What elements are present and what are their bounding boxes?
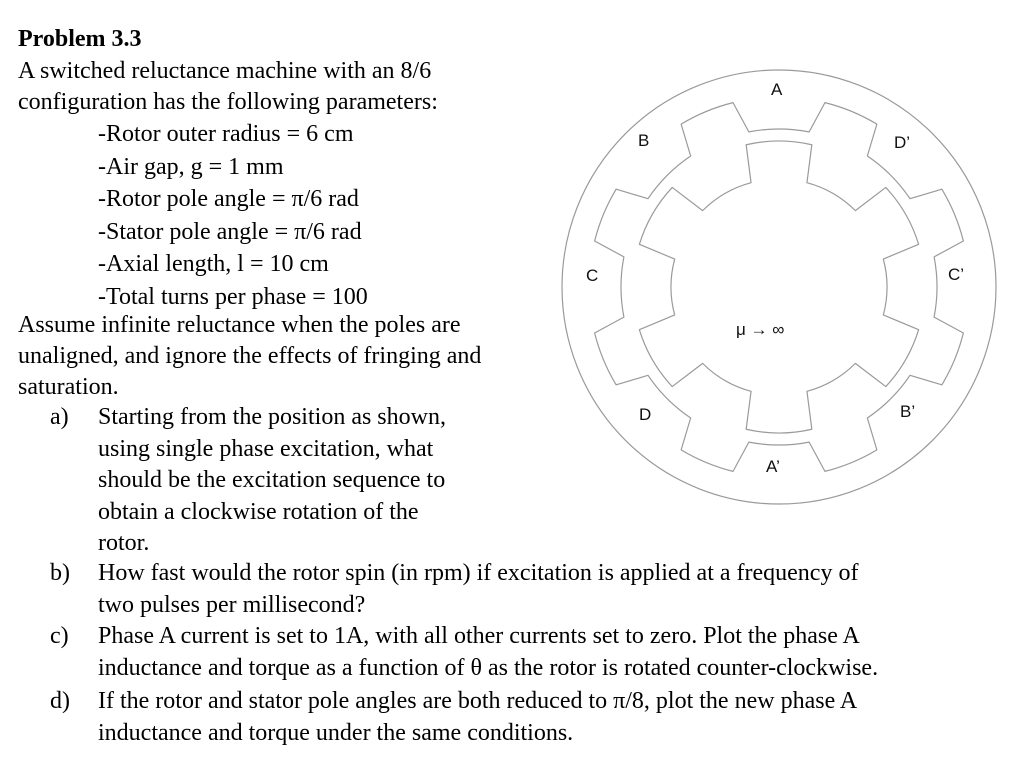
question-label: b) <box>50 560 70 586</box>
question-line: If the rotor and stator pole angles are both reduced to π/8, plot the new phase A <box>98 688 858 714</box>
rotor-permeability-note: μ → ∞ <box>736 320 785 339</box>
question-line: two pulses per millisecond? <box>98 591 366 618</box>
question-line: rotor. <box>98 530 150 556</box>
question-line: Starting from the position as shown, <box>98 404 446 430</box>
pole-label-d: D <box>639 405 652 424</box>
parameter-item: -Stator pole angle = π/6 rad <box>98 218 362 245</box>
question-line: How fast would the rotor spin (in rpm) if excitation is applied at a frequency of <box>98 560 859 586</box>
pole-label-d-prime: D’ <box>894 133 911 152</box>
question-line: inductance and torque as a function of θ as the rotor is rotated counter-clockwise. <box>98 654 879 681</box>
problem-intro: A switched reluctance machine with an 8/6 configuration has the following parameters: <box>18 58 438 115</box>
question-line: should be the excitation sequence to <box>98 467 446 493</box>
pole-label-c: C <box>586 266 599 285</box>
pole-label-a-prime: A’ <box>766 457 780 476</box>
parameter-item: -Axial length, l = 10 cm <box>98 251 329 277</box>
pole-label-c-prime: C’ <box>948 265 965 284</box>
parameter-item: -Total turns per phase = 100 <box>98 283 368 310</box>
question-label: c) <box>50 623 69 649</box>
stator-outer-circle <box>562 70 996 504</box>
question-text <box>98 558 858 621</box>
parameter-item: -Air gap, g = 1 mm <box>98 153 284 180</box>
question-label: a) <box>50 404 69 430</box>
parameter-list <box>98 118 368 313</box>
question-line: Phase A current is set to 1A, with all other currents set to zero. Plot the phase A <box>98 623 860 649</box>
question-line: obtain a clockwise rotation of the <box>98 498 419 525</box>
question-text <box>98 686 857 749</box>
pole-label-a: A <box>771 80 783 99</box>
pole-label-b-prime: B’ <box>900 402 916 421</box>
parameter-item: -Rotor pole angle = π/6 rad <box>98 186 359 212</box>
question-label: d) <box>50 688 70 714</box>
question-text <box>98 402 446 560</box>
srm-diagram <box>560 68 998 506</box>
rotor-outline <box>639 141 918 433</box>
question-line: using single phase excitation, what <box>98 435 434 462</box>
parameter-item: -Rotor outer radius = 6 cm <box>98 121 354 147</box>
question-line: inductance and torque under the same conditions. <box>98 719 574 746</box>
problem-title: Problem 3.3 <box>18 26 142 52</box>
pole-label-b: B <box>638 131 650 150</box>
assumption-text: Assume infinite reluctance when the poles are unaligned, and ignore the effects of fringing and saturation. <box>18 312 482 400</box>
question-text <box>98 621 878 684</box>
